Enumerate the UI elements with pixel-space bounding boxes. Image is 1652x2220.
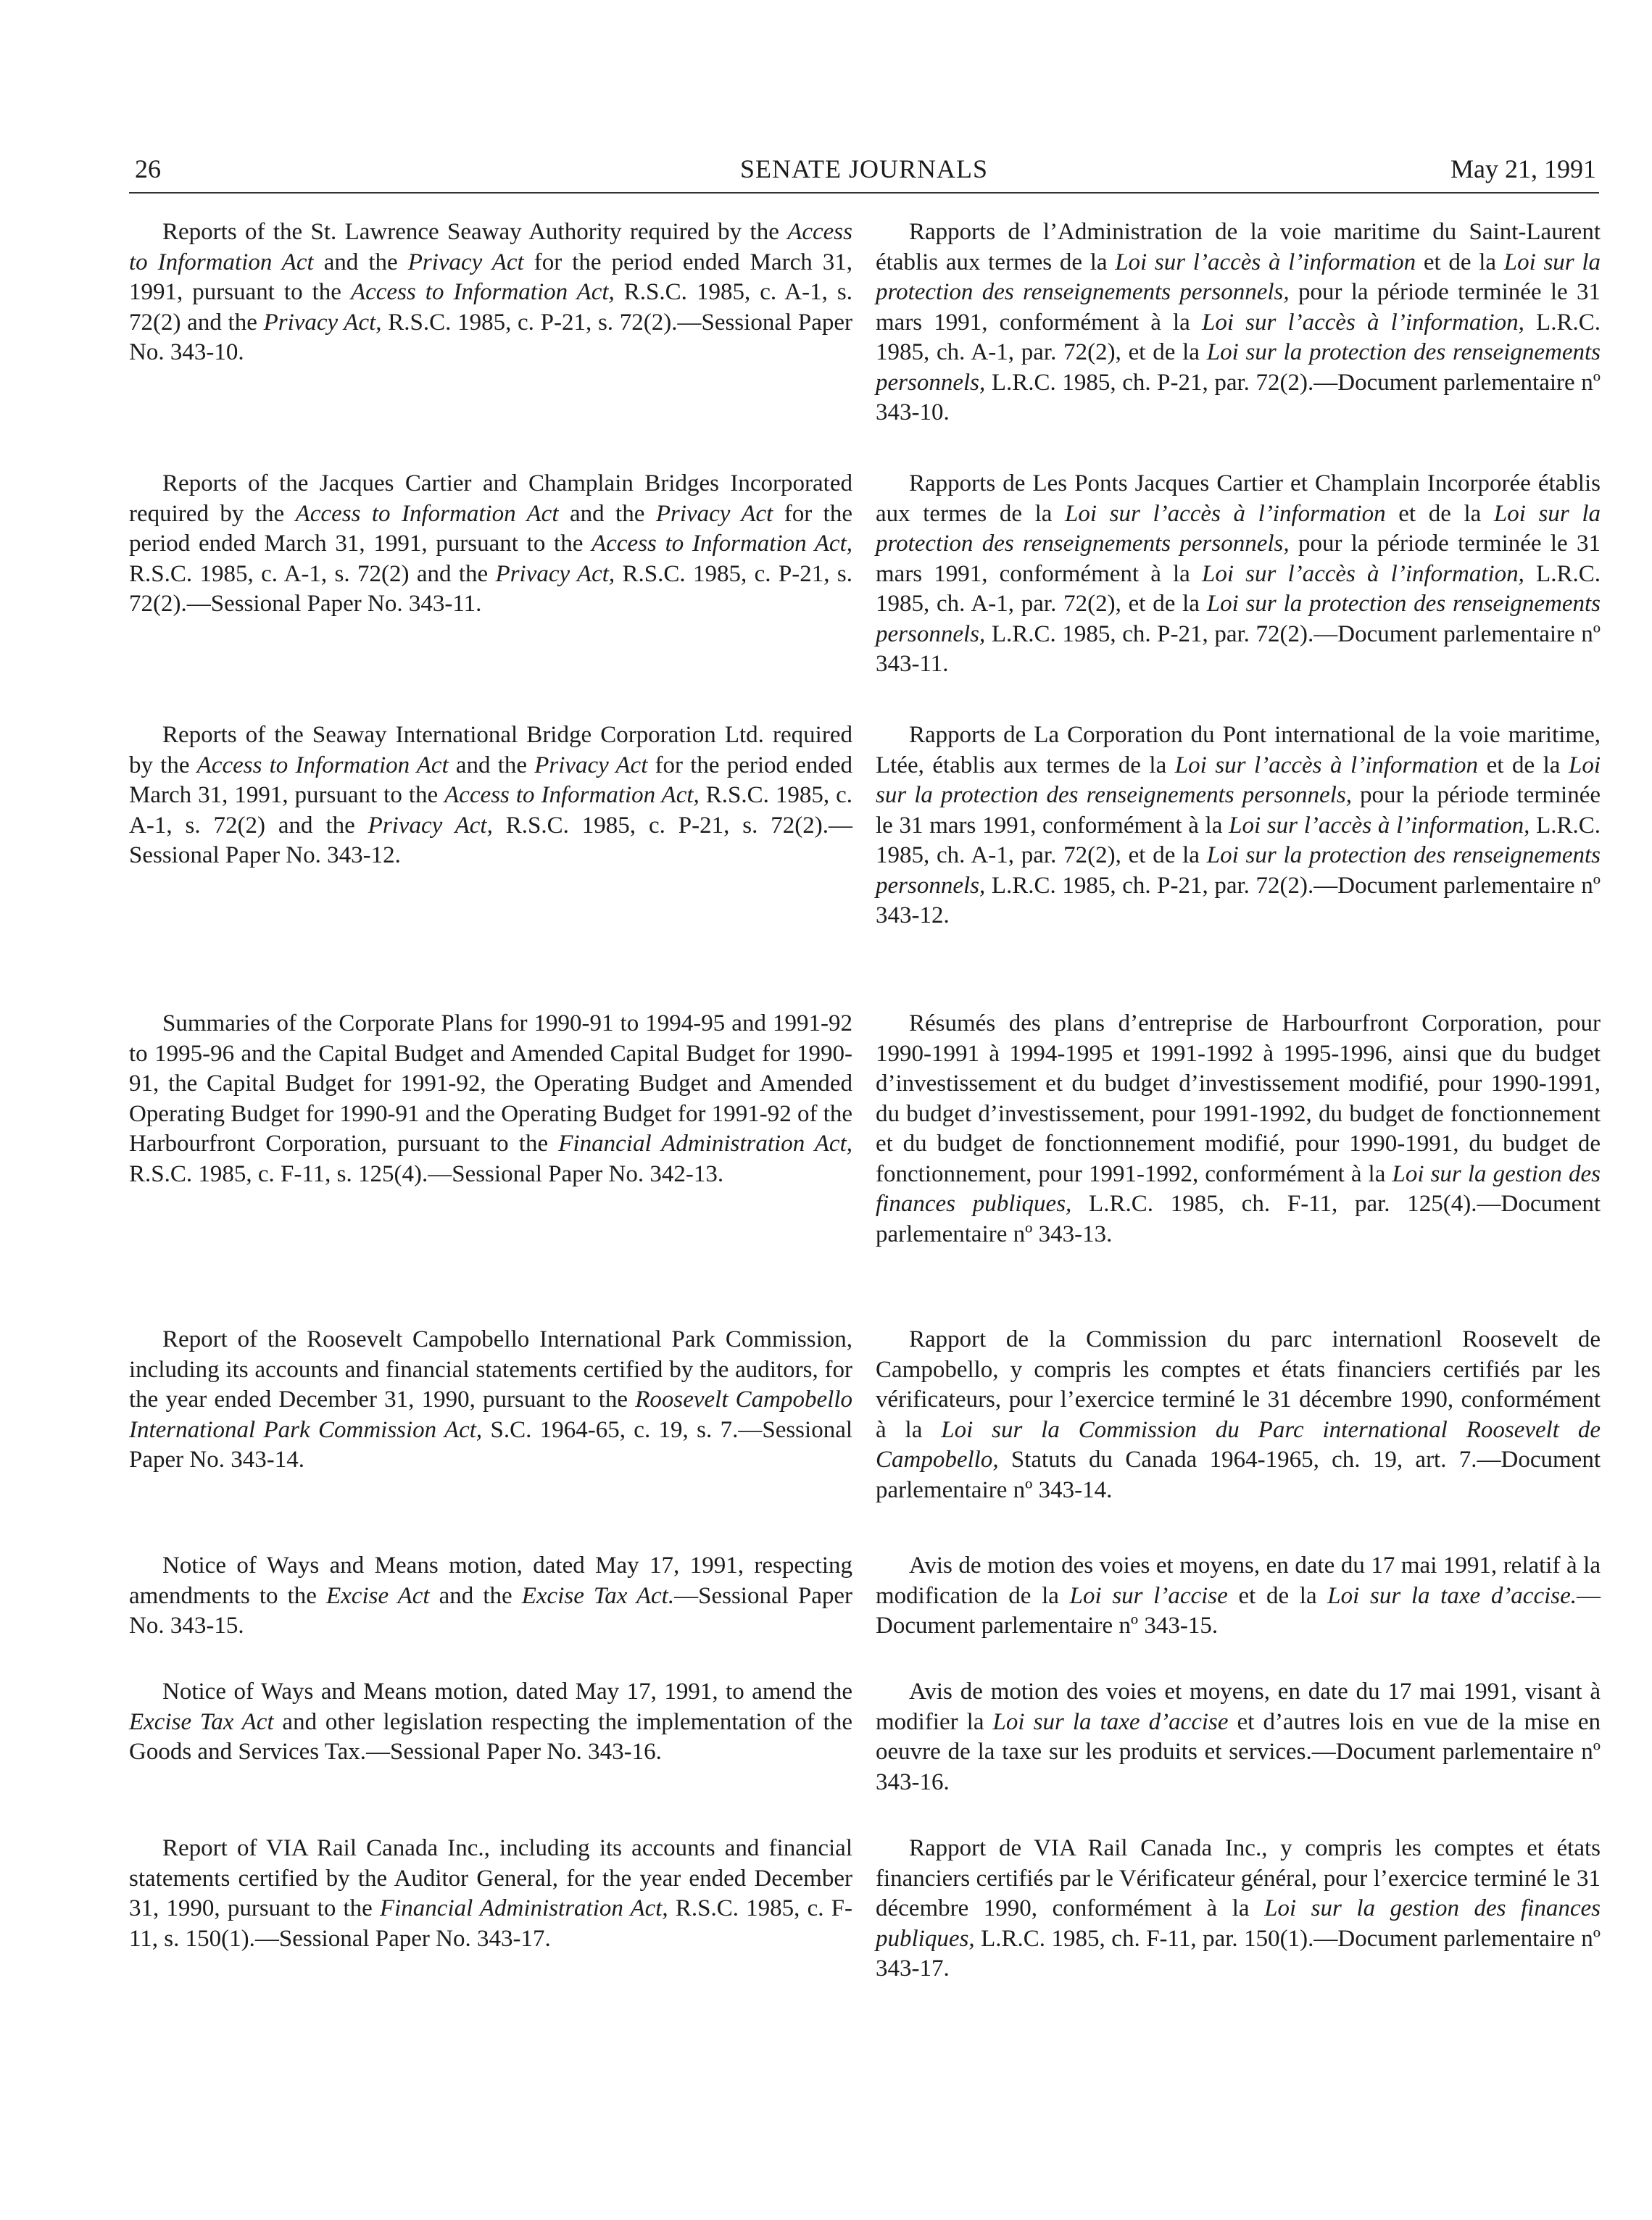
act-title: Loi sur l’accise [1069, 1582, 1228, 1609]
act-title: Loi sur la taxe d’accise. [1327, 1582, 1577, 1609]
act-title: Loi sur la protection des renseignements personnels, [876, 752, 1601, 808]
entry-french [876, 1551, 1601, 1642]
paragraph-text: Notice of Ways and Means motion, dated May 17, 1991, respecting amendments to the [129, 1552, 852, 1609]
paragraph-text: L.R.C. 1985, ch. P-21, par. 72(2).—Document parlementaire nº 343-10. [876, 369, 1601, 425]
act-title: Loi sur l’accès à l’information, [1229, 812, 1530, 839]
paragraph-text: R.S.C. 1985, c. P-21, s. 72(2).—Sessional Paper No. 343-10. [129, 309, 852, 365]
paragraph-text: pour la période terminée le 31 mars 1991, conformément à la [876, 782, 1601, 839]
act-title: Access to Information Act [196, 752, 449, 778]
act-title: Financial Administration Act, [379, 1895, 668, 1921]
act-title: Loi sur la protection des renseignements personnels, [876, 339, 1601, 396]
act-title: Privacy Act, [495, 560, 615, 587]
journal-title: SENATE JOURNALS [739, 154, 989, 183]
act-title: Loi sur l’accès à l’information, [1201, 309, 1524, 336]
paragraph-text: Reports of the St. Lawrence Seaway Authority required by the [162, 219, 788, 245]
act-title: Loi sur la gestion des finances publiques, [876, 1160, 1601, 1217]
paragraph-text: Rapports de La Corporation du Pont international de la voie maritime, Ltée, établis aux termes de la [876, 722, 1601, 778]
act-title: Loi sur l’accès à l’information [1115, 249, 1416, 275]
entry-french [876, 469, 1601, 680]
entry-french [876, 1677, 1601, 1797]
act-title: Financial Administration Act, [558, 1131, 852, 1157]
act-title: Access to Information Act, [444, 782, 700, 808]
paragraph-text: Notice of Ways and Means motion, dated May 17, 1991, to amend the [162, 1679, 852, 1705]
paragraph-text: for the period ended March 31, 1991, pursuant to the [129, 500, 853, 557]
paragraph-text: S.C. 1964-65, c. 19, s. 7.—Sessional Paper No. 343-14. [129, 1416, 853, 1473]
paragraph-text: Reports of the Seaway International Bridge Corporation Ltd. required by the [129, 722, 852, 778]
act-title: Privacy Act, [263, 309, 382, 336]
paragraph-text: and the [313, 249, 408, 275]
page-header [129, 149, 1599, 194]
paragraph-text: Rapports de l’Administration de la voie maritime du Saint-Laurent établis aux termes de la [876, 219, 1601, 275]
paragraph-text: Rapports de Les Ponts Jacques Cartier et Champlain Incorporée établis aux termes de la [876, 470, 1601, 527]
paragraph-text: R.S.C. 1985, c. F-11, s. 150(1).—Sessional Paper No. 343-17. [129, 1895, 852, 1952]
act-title: Access to Information Act [129, 219, 852, 275]
act-title: Privacy Act [534, 752, 648, 778]
page-number: 26 [135, 154, 161, 183]
entry-english [129, 1551, 852, 1642]
act-title: Excise Act [326, 1582, 430, 1609]
entry-english [129, 217, 852, 368]
act-title: Loi sur la Commission du Parc international Roosevelt de Campobello, [876, 1416, 1601, 1473]
paragraph-text: pour la période terminée le 31 mars 1991, conformément à la [876, 531, 1601, 587]
paragraph-text: Statuts du Canada 1964-1965, ch. 19, art. 7.—Document parlementaire nº 343-14. [876, 1447, 1601, 1503]
paragraph-text: R.S.C. 1985, c. A-1, s. 72(2) and the [129, 782, 852, 839]
act-title: Loi sur la protection des renseignements personnels, [876, 591, 1601, 647]
act-title: Privacy Act [655, 500, 773, 527]
paragraph-text: Rapport de la Commission du parc internationl Roosevelt de Campobello, y compris les comptes et états financiers certifiés par les vérificateurs, pour l’exercice terminé le 31 décembre 1990, conformément à la [876, 1326, 1601, 1443]
paragraph-text: et de la [1478, 752, 1569, 778]
paragraph-text: Avis de motion des voies et moyens, en date du 17 mai 1991, relatif à la modification de la [876, 1552, 1601, 1609]
entry-french [876, 1325, 1601, 1505]
paragraph-text: L.R.C. 1985, ch. A-1, par. 72(2), et de la [876, 560, 1601, 617]
paragraph-text: Avis de motion des voies et moyens, en date du 17 mai 1991, visant à modifier la [876, 1679, 1601, 1735]
entry-french [876, 217, 1601, 428]
paragraph-text: et de la [1385, 500, 1494, 527]
paragraph-text: R.S.C. 1985, c. A-1, s. 72(2) and the [129, 560, 496, 587]
act-title: Roosevelt Campobello International Park Commission Act, [129, 1387, 853, 1443]
journal-date: May 21, 1991 [1450, 154, 1596, 183]
paragraph-text: Report of VIA Rail Canada Inc., including its accounts and financial statements certified by the Auditor General, for the year ended December 31, 1990, pursuant to the [129, 1835, 852, 1921]
act-title: Access to Information Act, [350, 279, 615, 305]
entry-french [876, 720, 1601, 931]
entry-english [129, 1009, 852, 1189]
paragraph-text: Rapport de VIA Rail Canada Inc., y compris les comptes et états financiers certifiés par le Vérificateur général, pour l’exercice terminé le 31 décembre 1990, conformément à la [876, 1835, 1601, 1921]
act-title: Privacy Act [407, 249, 524, 275]
paragraph-text: pour la période terminée le 31 mars 1991, conformément à la [876, 279, 1601, 336]
entry-english [129, 469, 852, 620]
paragraph-text: L.R.C. 1985, ch. F-11, par. 125(4).—Document parlementaire nº 343-13. [876, 1191, 1601, 1247]
paragraph-text: L.R.C. 1985, ch. P-21, par. 72(2).—Document parlementaire nº 343-11. [876, 620, 1601, 677]
paragraph-text: and the [558, 500, 656, 527]
act-title: Access to Information Act [295, 500, 559, 527]
paragraph-text: for the period ended March 31, 1991, pursuant to the [129, 249, 853, 305]
paragraph-text: R.S.C. 1985, c. P-21, s. 72(2).—Sessional Paper No. 343-11. [129, 560, 852, 617]
paragraph-text: and the [448, 752, 535, 778]
entry-english [129, 1834, 852, 1954]
paragraph-text: R.S.C. 1985, c. A-1, s. 72(2) and the [129, 279, 852, 336]
act-title: Loi sur la taxe d’accise [992, 1708, 1229, 1735]
paragraph-text: L.R.C. 1985, ch. F-11, par. 150(1).—Document parlementaire nº 343-17. [876, 1925, 1601, 1982]
paragraph-text: —Document parlementaire nº 343-15. [876, 1582, 1601, 1639]
act-title: Excise Tax Act [129, 1708, 274, 1735]
entry-english [129, 1677, 852, 1768]
act-title: Loi sur la gestion des finances publiques, [876, 1895, 1601, 1952]
paragraph-text: and the [429, 1582, 522, 1609]
paragraph-text: —Sessional Paper No. 343-15. [129, 1582, 852, 1639]
paragraph-text: R.S.C. 1985, c. F-11, s. 125(4).—Sessional Paper No. 342-13. [129, 1160, 724, 1187]
act-title: Loi sur l’accès à l’information [1065, 500, 1386, 527]
paragraph-text: for the period ended March 31, 1991, pursuant to the [129, 752, 852, 808]
act-title: Loi sur la protection des renseignements personnels, [876, 500, 1601, 557]
paragraph-text: et de la [1227, 1582, 1328, 1609]
paragraph-text: L.R.C. 1985, ch. P-21, par. 72(2).—Document parlementaire nº 343-12. [876, 872, 1601, 928]
act-title: Access to Information Act, [592, 531, 852, 557]
act-title: Privacy Act, [368, 812, 493, 839]
entry-french [876, 1009, 1601, 1250]
act-title: Loi sur l’accès à l’information, [1201, 560, 1524, 587]
paragraph-text: R.S.C. 1985, c. P-21, s. 72(2).—Sessional Paper No. 343-12. [129, 812, 852, 868]
paragraph-text: L.R.C. 1985, ch. A-1, par. 72(2), et de la [876, 812, 1601, 868]
entry-english [129, 720, 852, 871]
act-title: Loi sur l’accès à l’information [1174, 752, 1479, 778]
act-title: Loi sur la protection des renseignements personnels, [876, 842, 1601, 899]
act-title: Excise Tax Act. [521, 1582, 675, 1609]
paragraph-text: et de la [1416, 249, 1504, 275]
paragraph-text: Résumés des plans d’entreprise de Harbourfront Corporation, pour 1990-1991 à 1994-1995 et 1991-1992 à 1995-1996, ainsi que du budget d’investissement et du budget d’investissement modifié, pour 1990-1991, du budget d’investissement, pour 1991-1992, du budget de fonctionnement et du budget de fonctionnement modifié, pour 1990-1991, du budget de fonctionnement, pour 1991-1992, conformément à la [876, 1010, 1601, 1187]
paragraph-text: Summaries of the Corporate Plans for 1990-91 to 1994-95 and 1991-92 to 1995-96 and the Capital Budget and Amended Capital Budget for 1990-91, the Capital Budget for 1991-92, the Operating Budget and Amended Operating Budget for 1990-91 and the Operating Budget for 1991-92 of the Harbourfront Corporation, pursuant to the [129, 1010, 853, 1157]
paragraph-text: et d’autres lois en vue de la mise en oeuvre de la taxe sur les produits et services.—Document parlementaire nº 343-16. [876, 1708, 1601, 1795]
act-title: Loi sur la protection des renseignements personnels, [876, 249, 1601, 305]
paragraph-text: L.R.C. 1985, ch. A-1, par. 72(2), et de la [876, 309, 1601, 365]
paragraph-text: Report of the Roosevelt Campobello International Park Commission, including its accounts and financial statements certified by the auditors, for the year ended December 31, 1990, pursuant to the [129, 1326, 852, 1413]
entry-french [876, 1834, 1601, 1984]
paragraph-text: Reports of the Jacques Cartier and Champlain Bridges Incorporated required by the [129, 470, 852, 527]
entry-english [129, 1325, 852, 1476]
paragraph-text: and other legislation respecting the implementation of the Goods and Services Tax.—Sessional Paper No. 343-16. [129, 1708, 852, 1765]
